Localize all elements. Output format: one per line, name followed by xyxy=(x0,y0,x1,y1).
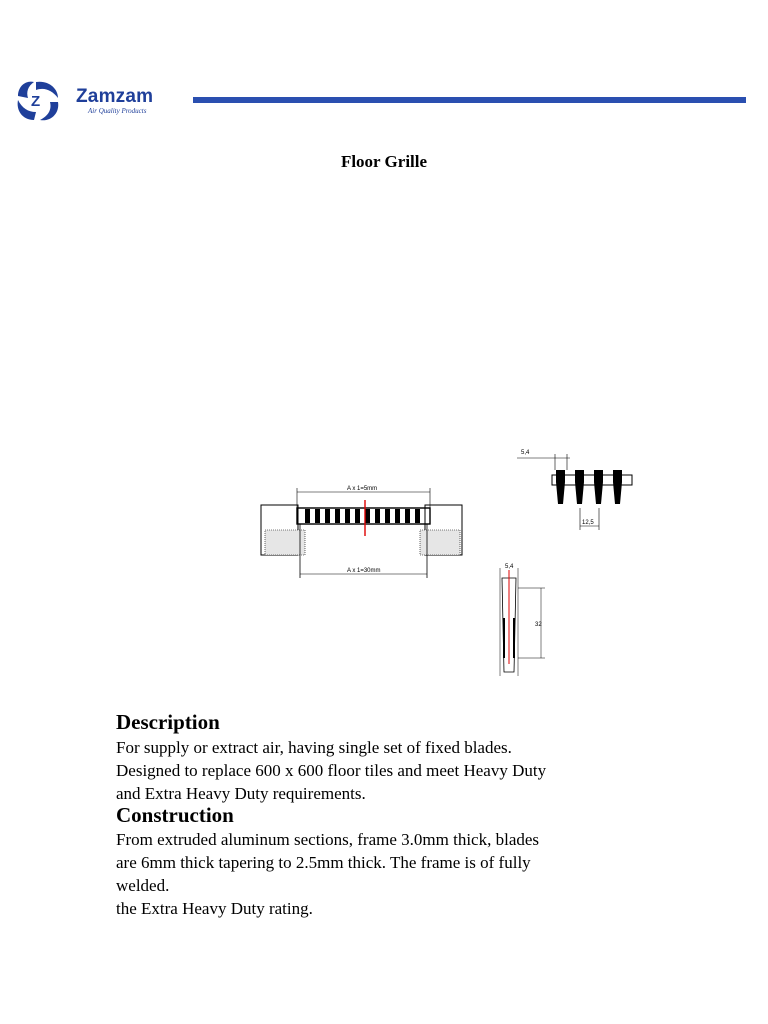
construction-heading: Construction xyxy=(116,803,234,827)
dim-bottom-label: A x 1=30mm xyxy=(347,568,381,574)
svg-text:Z: Z xyxy=(31,93,41,110)
header-rule xyxy=(193,97,746,103)
construction-body xyxy=(116,828,676,920)
dim-section-top-label: 5,4 xyxy=(505,564,514,570)
dim-top-label: A x 1=5mm xyxy=(347,486,378,492)
page-title: Floor Grille xyxy=(340,152,428,171)
brand-tagline: Air Quality Products xyxy=(88,107,147,115)
construction-line: From extruded aluminum sections, frame 3.0mm thick, blades xyxy=(116,830,540,849)
blade-section xyxy=(500,564,545,676)
description-body xyxy=(116,736,676,805)
description-line: and Extra Heavy Duty requirements. xyxy=(116,784,366,803)
grille-face xyxy=(297,500,430,578)
floor-section-right xyxy=(420,505,462,555)
description-line: For supply or extract air, having single set of fixed blades. xyxy=(116,738,512,757)
zamzam-logo-icon xyxy=(14,78,74,122)
dim-section-height-label: 32 xyxy=(535,622,542,628)
floor-section-left xyxy=(261,505,305,555)
description-line: Designed to replace 600 x 600 floor tiles and meet Heavy Duty xyxy=(116,761,547,780)
dim-blade-top-label: 5,4 xyxy=(521,450,530,456)
blade-detail xyxy=(517,450,632,530)
construction-line: welded. xyxy=(116,876,170,895)
construction-line: are 6mm thick tapering to 2.5mm thick. The frame is of fully xyxy=(116,853,531,872)
dim-blade-pitch-label: 12,5 xyxy=(582,520,594,526)
description-heading: Description xyxy=(116,710,220,734)
technical-drawing xyxy=(255,440,594,680)
construction-line: the Extra Heavy Duty rating. xyxy=(116,899,313,918)
brand-name: Zamzam xyxy=(76,86,154,107)
